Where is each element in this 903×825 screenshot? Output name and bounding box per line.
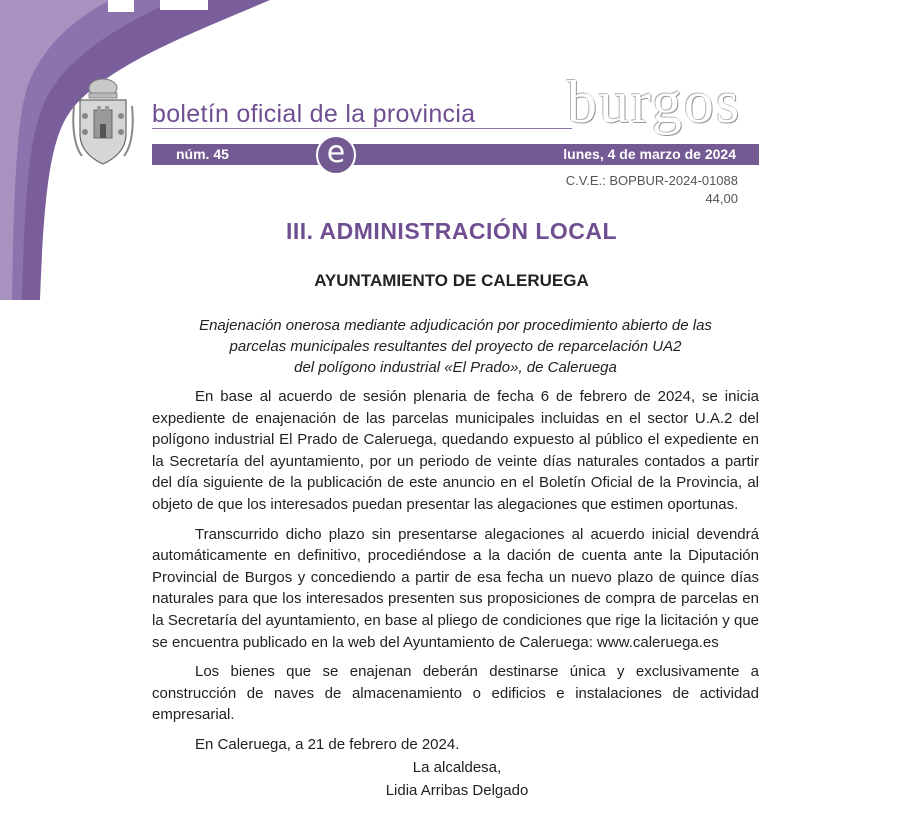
- subject-line: parcelas municipales resultantes del proyecto de reparcelación UA2: [229, 338, 682, 355]
- issue-date: lunes, 4 de marzo de 2024: [563, 146, 736, 162]
- cve-block: [566, 172, 738, 208]
- body-paragraph: Los bienes que se enajenan deberán destinarse única y exclusivamente a construcción de naves de almacenamiento o edificios e instalaciones de actividad empresarial.: [152, 663, 759, 724]
- signer-name: Lidia Arribas Delgado: [385, 782, 529, 799]
- signer-role: La alcaldesa,: [412, 759, 502, 776]
- body-paragraph: En base al acuerdo de sesión plenaria de fecha 6 de febrero de 2024, se inicia expediente de enajenación de las parcelas municipales incluidas en el sector U.A.2 del polígono industrial El Prado de Caleruega, quedando expuesto al público el expediente en la Secretaría del ayuntamiento, por un periodo de veinte días naturales contados a partir del día siguiente de la publicación de este anuncio en el Boletín Oficial de la Provincia, al objeto de que los interesados puedan presentar las alegaciones que estimen oportunas.: [152, 388, 759, 513]
- issue-band: [152, 144, 759, 165]
- announcement-subject: [152, 315, 759, 378]
- price: 44,00: [705, 191, 738, 206]
- section-heading: III. ADMINISTRACIÓN LOCAL: [285, 218, 618, 244]
- title-underline: [152, 128, 572, 129]
- cve-code: C.V.E.: BOPBUR-2024-01088: [565, 173, 738, 188]
- entity-heading: AYUNTAMIENTO DE CALERUEGA: [314, 271, 589, 290]
- province-wordmark: burgos: [567, 69, 742, 135]
- signature-block: [352, 756, 562, 802]
- coat-of-arms-icon: [72, 76, 134, 166]
- issue-number: núm. 45: [176, 146, 229, 162]
- subject-line: Enajenación onerosa mediante adjudicación por procedimiento abierto de las: [199, 317, 712, 334]
- subject-line: del polígono industrial «El Prado», de Caleruega: [294, 359, 617, 376]
- place-date: En Caleruega, a 21 de febrero de 2024.: [195, 735, 460, 753]
- body-paragraph: Transcurrido dicho plazo sin presentarse alegaciones al acuerdo inicial devendrá automáticamente en definitivo, procediéndose a la dación de cuenta ante la Diputación Provincial de Burgos y concediendo a partir de esa fecha un nuevo plazo de quince días naturales para que los interesados presenten sus proposiciones de compra de parcelas en la Secretaría del ayuntamiento, en base al pliego de condiciones que rige la licitación y que se encuentra publicado en la web del Ayuntamiento de Caleruega: www.caleruega.es: [152, 525, 759, 651]
- electronic-edition-icon: e: [316, 135, 356, 175]
- announcement-body: [152, 386, 759, 764]
- bulletin-title: boletín oficial de la provincia: [152, 100, 476, 128]
